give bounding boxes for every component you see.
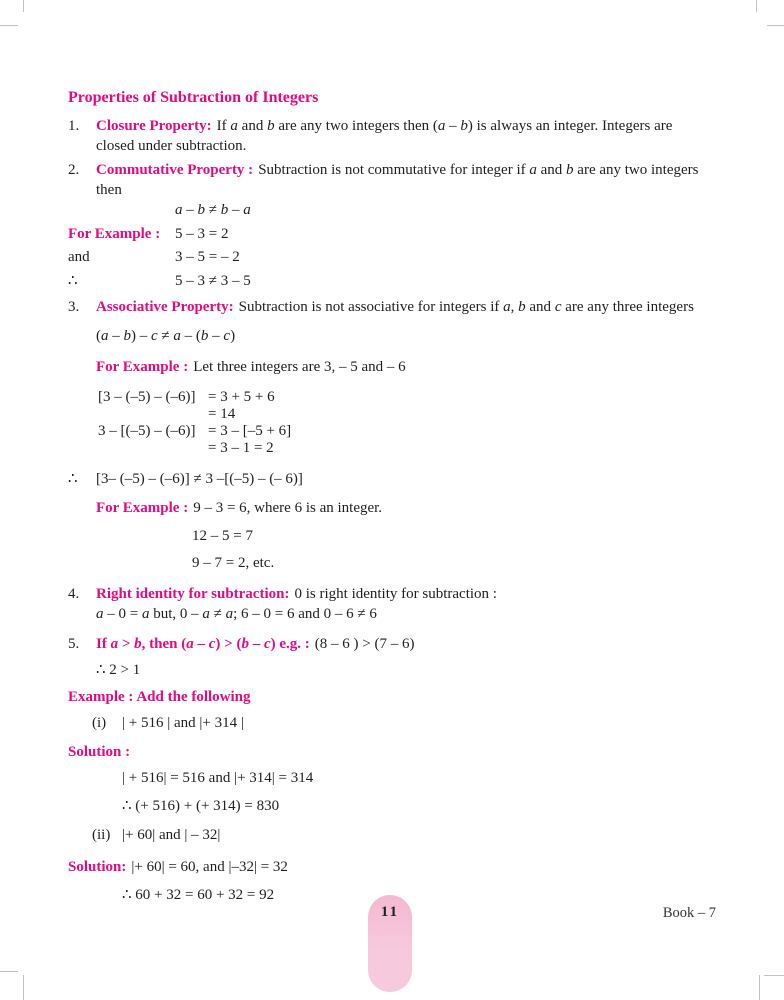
therefore-symbol: ∴ [68,470,78,487]
list-item-right-identity [68,585,718,605]
example-text: 9 – 3 = 6, where 6 is an integer. [193,500,383,516]
crop-mark [0,971,18,972]
item-number: 1. [68,118,80,134]
item-text-line [96,117,718,137]
item-number: 3. [68,299,80,315]
item-text-line [96,635,718,655]
for-example-integers [96,358,718,378]
item-text: closed under subtraction. [96,137,247,154]
math-expression: 5 – 3 ≠ 3 – 5 [175,272,251,289]
equation-block [98,389,718,457]
crop-mark [759,975,760,1000]
equation-right-identity: a – 0 = a but, 0 – a ≠ a; 6 – 0 = 6 and 0 – 6 ≠ 6 [96,606,377,622]
equation-left [98,406,208,423]
question-number: (i) [92,715,107,731]
item-body [96,298,718,318]
therefore-inequality: ∴ 2 > 1 [96,662,141,678]
example-section-heading: Example : Add the following [68,688,251,705]
math-expression: [3– (–5) – (–6)] ≠ 3 –[(–5) – (– 6)] [96,470,303,487]
item-text: Subtraction is not commutative for integer if a and b are any two integers [258,162,699,178]
property-label: Right identity for subtraction: [96,585,290,602]
page-content [68,88,718,914]
item-body [96,585,718,605]
item-number: 4. [68,585,80,602]
example-label: For Example : [96,500,189,516]
item-text: (8 – 6 ) > (7 – 6) [314,635,415,652]
equation-left: [3 – (–5) – (–6)] [98,388,196,405]
equation-row [98,423,718,440]
question-i [68,714,718,734]
solution-line: ∴ (+ 516) + (+ 314) = 830 [122,797,280,814]
equation-row [98,406,718,423]
equation-right: = 3 + 5 + 6 [208,388,275,405]
solution-line: ∴ 60 + 32 = 60 + 32 = 92 [122,887,275,903]
item-body [96,117,718,156]
item-number: 2. [68,162,80,178]
equation-right: = 3 – [–5 + 6] [208,422,292,439]
item-text-line [96,161,718,181]
section-heading: Properties of Subtraction of Integers [68,89,319,106]
item-body [96,635,718,655]
example-label: For Example : [68,225,161,242]
for-example-row [96,499,718,519]
book-label: Book – 7 [662,905,716,921]
math-expression: 3 – 5 = – 2 [175,249,240,265]
question-ii [68,826,718,846]
item-text-line [96,298,718,318]
crop-mark [767,25,784,26]
therefore-row [68,272,718,292]
crop-mark [0,25,18,26]
solution-label: Solution: [68,858,127,875]
equation-right: = 3 – 1 = 2 [208,439,274,456]
item-text: If a and b are any two integers then (a – b) is always an integer. Integers are [216,118,673,134]
math-expression: |+ 60| and | – 32| [122,827,221,843]
math-expression: 5 – 3 = 2 [175,225,229,242]
crop-mark [23,975,24,1000]
equation-associative: (a – b) – c ≠ a – (b – c) [96,327,236,344]
crop-mark [764,975,784,976]
crop-mark [23,0,24,12]
math-expression: |+ 60| = 60, and |–32| = 32 [131,858,288,875]
equation-commutative: a – b ≠ b – a [175,202,251,218]
item-number: 5. [68,635,80,652]
item-text: Subtraction is not associative for integers if a, b and c are any three integers [238,299,694,315]
for-example-row [68,225,718,245]
therefore-row [68,470,718,490]
crop-mark [756,0,757,12]
property-label: If a > b, then (a – c) > (b – c) e.g. : [96,635,310,652]
list-item-inequality [68,635,718,655]
therefore-symbol: ∴ [68,272,78,289]
equation-right: = 14 [208,405,236,422]
item-text: 0 is right identity for subtraction : [294,585,497,602]
item-text-line [96,585,718,605]
property-label: Associative Property: [96,299,234,315]
item-body [96,161,718,200]
page-number-capsule [368,895,412,992]
and-row [68,248,718,268]
question-number: (ii) [92,827,111,843]
list-item-closure [68,117,718,156]
property-label: Commutative Property : [96,162,254,178]
list-item-commutative [68,161,718,200]
solution-heading: Solution : [68,743,131,760]
math-expression: | + 516 | and |+ 314 | [122,715,244,731]
math-expression: 12 – 5 = 7 [192,527,253,544]
solution-line: | + 516| = 516 and |+ 314| = 314 [122,770,314,786]
example-label: For Example : [96,359,189,375]
equation-left [98,440,208,457]
equation-row [98,389,718,406]
lead-word: and [68,249,90,265]
page-number: 11 [380,904,400,920]
equation-left: 3 – [(–5) – (–6)] [98,422,196,439]
math-expression: 9 – 7 = 2, etc. [192,555,275,571]
property-label: Closure Property: [96,118,212,134]
equation-row [98,440,718,457]
item-text: then [96,181,122,198]
example-text: Let three integers are 3, – 5 and – 6 [193,359,406,375]
list-item-associative [68,298,718,318]
solution-inline-row [68,858,718,878]
